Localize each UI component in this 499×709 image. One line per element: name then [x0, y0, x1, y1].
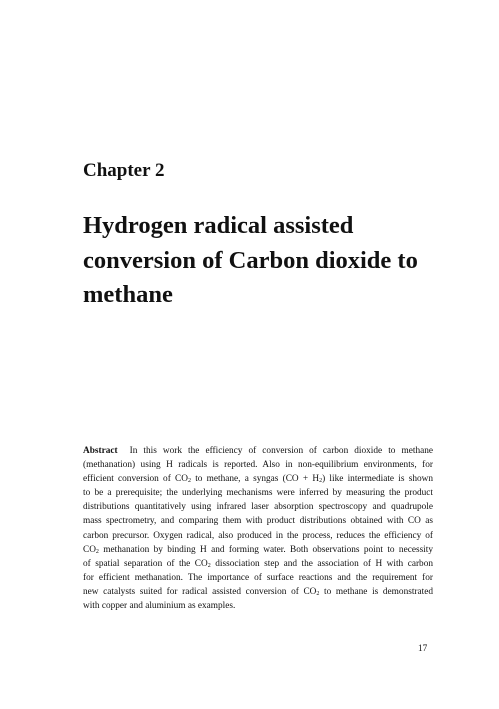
abstract-text: (methanation) using H radicals is reported. Also in non-equilibrium environments, for [83, 460, 433, 471]
abstract-line [83, 599, 433, 613]
subscript: 2 [187, 478, 191, 485]
abstract-text: to methane is demonstrated [319, 586, 433, 597]
page-number: 17 [418, 644, 428, 654]
abstract-text: distributions quantitatively using infrared laser absorption spectroscopy and quadrupole [83, 502, 433, 513]
subscript: 2 [316, 591, 320, 598]
chapter-title-line: methane [83, 281, 173, 308]
abstract-text: methanation by binding H and forming water. Both observations point to necessity [98, 544, 433, 555]
chapter-title [83, 209, 443, 313]
abstract-text: In this work the efficiency of conversion of carbon dioxide to methane [129, 446, 433, 456]
abstract-text: CO [83, 544, 96, 555]
subscript: 2 [207, 562, 211, 569]
abstract-line [83, 500, 433, 514]
abstract-line [83, 529, 433, 543]
abstract-line [83, 486, 433, 500]
chapter-label: Chapter 2 [83, 160, 165, 181]
abstract-text: carbon precursor. Oxygen radical, also produced in the process, reduces the efficiency of [83, 530, 433, 541]
abstract-line [83, 571, 433, 585]
abstract-heading: Abstract [83, 446, 118, 456]
abstract-text: with copper and aluminium as examples. [83, 601, 236, 612]
subscript: 2 [319, 478, 323, 485]
abstract-line [83, 472, 433, 486]
abstract-text: ) like intermediate is shown [322, 474, 433, 485]
abstract-line [83, 444, 433, 458]
subscript: 2 [95, 548, 99, 555]
abstract-line [83, 458, 433, 472]
abstract-line [83, 557, 433, 571]
abstract-text: to methane, a syngas (CO + H [190, 474, 320, 485]
abstract-text: for efficient methanation. The importance of surface reactions and the requirement for [83, 572, 433, 583]
chapter-title-line: Hydrogen radical assisted [83, 212, 354, 239]
abstract-line [83, 585, 433, 599]
abstract-body [83, 444, 433, 613]
abstract-line [83, 514, 433, 528]
abstract-text: to be a prerequisite; the underlying mechanisms were inferred by measuring the product [83, 488, 433, 499]
abstract-text: mass spectrometry, and comparing them with product distributions obtained with CO as [83, 516, 433, 527]
abstract-text: of spatial separation of the CO [83, 558, 208, 569]
abstract-text: new catalysts suited for radical assisted conversion of CO [83, 586, 317, 597]
chapter-title-line: conversion of Carbon dioxide to [83, 246, 418, 274]
abstract-text: dissociation step and the association of H with carbon [210, 558, 433, 569]
abstract [83, 444, 433, 613]
abstract-text: efficient conversion of CO [83, 474, 188, 485]
abstract-line [83, 543, 433, 557]
